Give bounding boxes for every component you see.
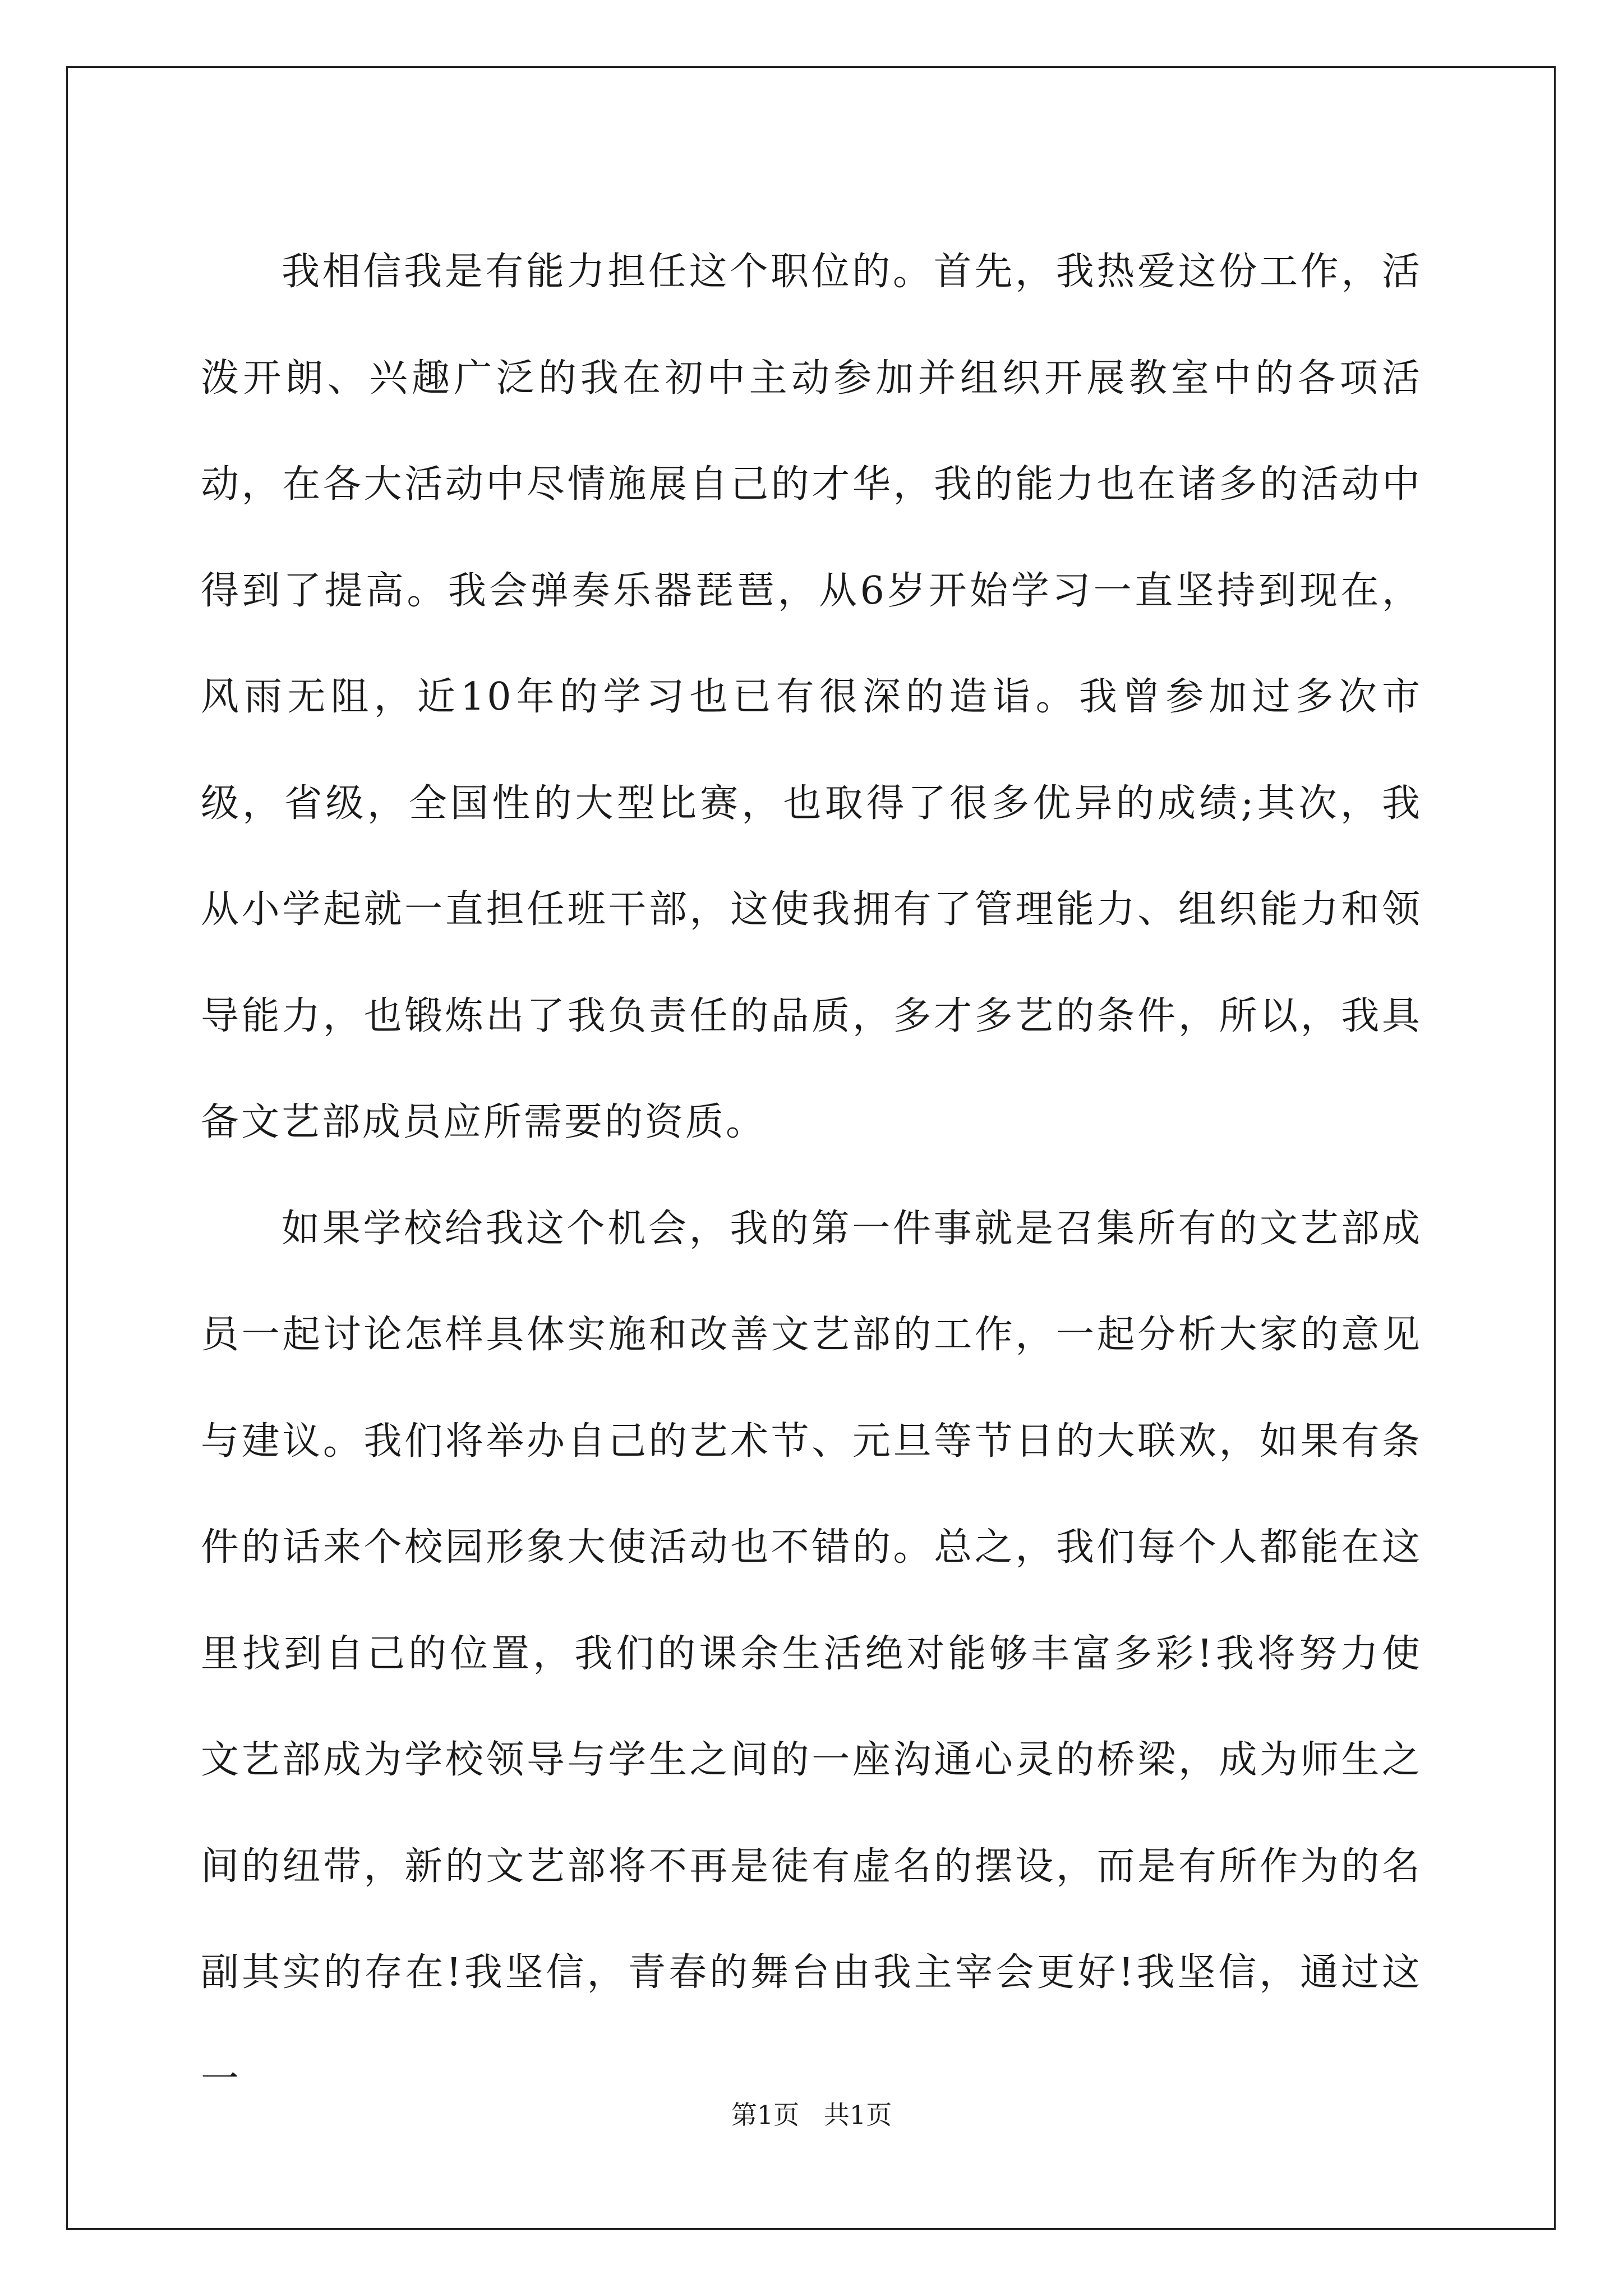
page-footer: 第1页 共1页 [731, 2100, 892, 2130]
document-body [201, 219, 1422, 2132]
paragraph-1: 我相信我是有能力担任这个职位的。首先，我热爱这份工作，活泼开朗、兴趣广泛的我在初中主动参加并组织开展教室中的各项活动，在各大活动中尽情施展自己的才华，我的能力也在诸多的活动中得到了提高。我会弹奏乐器琵琶，从6岁开始学习一直坚持到现在，风雨无阻，近10年的学习也已有很深的造诣。我曾参加过多次市级，省级，全国性的大型比赛，也取得了很多优异的成绩;其次，我从小学起就一直担任班干部，这使我拥有了管理能力、组织能力和领导能力，也锻炼出了我负责任的品质，多才多艺的条件，所以，我具备文艺部成员应所需要的资质。 [201, 250, 1422, 1144]
paragraph-2: 如果学校给我这个机会，我的第一件事就是召集所有的文艺部成员一起讨论怎样具体实施和改善文艺部的工作，一起分析大家的意见与建议。我们将举办自己的艺术节、元旦等节日的大联欢，如果有条件的话来个校园形象大使活动也不错的。总之，我们每个人都能在这里找到自己的位置，我们的课余生活绝对能够丰富多彩!我将努力使文艺部成为学校领导与学生之间的一座沟通心灵的桥梁，成为师生之间的纽带，新的文艺部将不再是徒有虚名的摆设，而是有所作为的名副其实的存在!我坚信，青春的舞台由我主宰会更好!我坚信，通过这一 [201, 1206, 1422, 2101]
